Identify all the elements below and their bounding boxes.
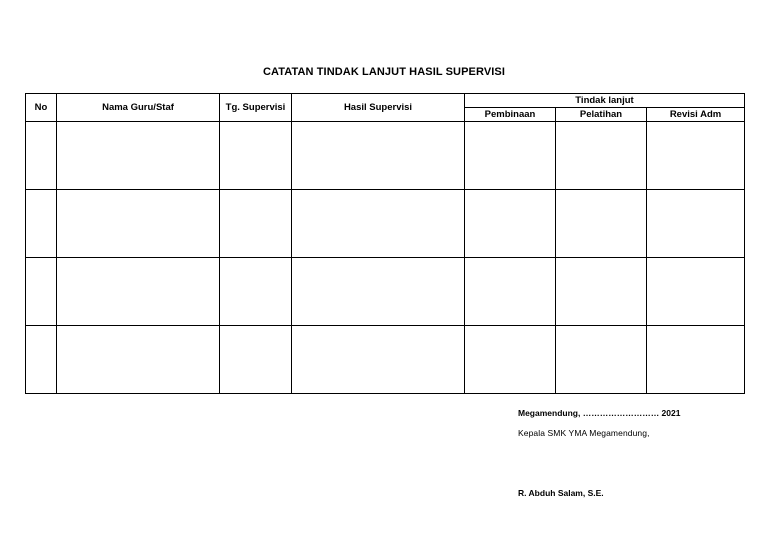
cell-pembinaan [465,326,556,394]
cell-no [26,122,57,190]
cell-nama [57,122,220,190]
signature-place-date: Megamendung, ……………………… 2021 [518,408,681,418]
header-tindak-lanjut: Tindak lanjut [465,94,745,108]
cell-hasil [292,258,465,326]
table-row [26,258,745,326]
table-row [26,122,745,190]
cell-nama [57,326,220,394]
header-revisi-adm: Revisi Adm [647,108,745,122]
header-pelatihan: Pelatihan [556,108,647,122]
header-hasil-supervisi: Hasil Supervisi [292,94,465,122]
header-tanggal-supervisi: Tg. Supervisi [220,94,292,122]
cell-nama [57,190,220,258]
cell-pembinaan [465,190,556,258]
cell-revisi-adm [647,326,745,394]
cell-hasil [292,190,465,258]
header-pembinaan: Pembinaan [465,108,556,122]
cell-no [26,326,57,394]
cell-pembinaan [465,122,556,190]
cell-no [26,190,57,258]
cell-hasil [292,326,465,394]
table-row [26,190,745,258]
cell-pelatihan [556,190,647,258]
cell-tanggal [220,122,292,190]
cell-pelatihan [556,122,647,190]
header-no: No [26,94,57,122]
signature-name: R. Abduh Salam, S.E. [518,488,604,498]
cell-revisi-adm [647,190,745,258]
cell-nama [57,258,220,326]
cell-pelatihan [556,258,647,326]
cell-pembinaan [465,258,556,326]
cell-hasil [292,122,465,190]
table-row [26,326,745,394]
cell-no [26,258,57,326]
header-nama-guru-staf: Nama Guru/Staf [57,94,220,122]
supervision-table [25,93,745,394]
cell-tanggal [220,258,292,326]
cell-tanggal [220,190,292,258]
document-title: CATATAN TINDAK LANJUT HASIL SUPERVISI [262,66,506,78]
signature-role: Kepala SMK YMA Megamendung, [518,428,650,438]
cell-tanggal [220,326,292,394]
cell-revisi-adm [647,258,745,326]
cell-revisi-adm [647,122,745,190]
cell-pelatihan [556,326,647,394]
